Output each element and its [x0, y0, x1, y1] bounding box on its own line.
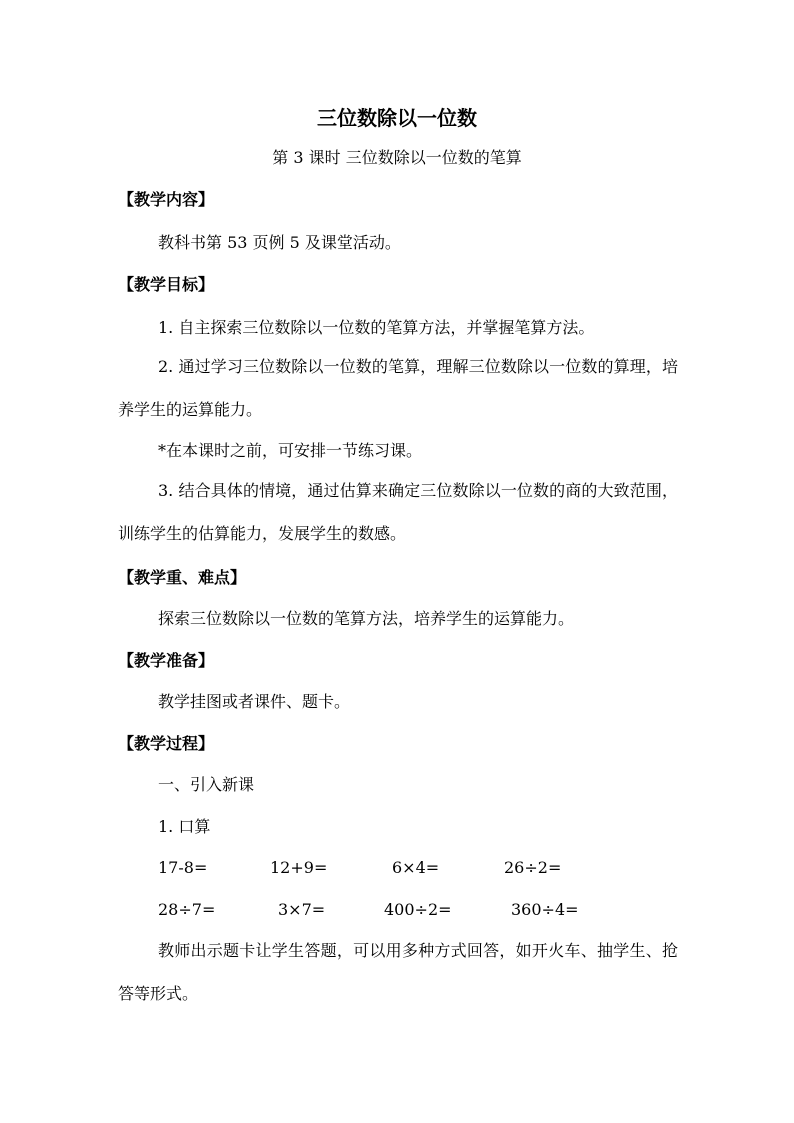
section-heading-key-points: 【教学重、难点】 — [118, 568, 247, 587]
section-heading-process: 【教学过程】 — [118, 734, 215, 753]
process-sub-1: 1. 口算 — [158, 817, 211, 836]
key-points-text: 探索三位数除以一位数的笔算方法，培养学生的运算能力。 — [158, 609, 575, 628]
objective-item-1: 1. 自主探索三位数除以一位数的笔算方法，并掌握笔算方法。 — [158, 318, 595, 337]
section-heading-preparation: 【教学准备】 — [118, 651, 215, 670]
section-heading-objectives: 【教学目标】 — [118, 275, 215, 294]
content-text: 教科书第 53 页例 5 及课堂活动。 — [158, 233, 401, 252]
preparation-text: 教学挂图或者课件、题卡。 — [158, 692, 351, 711]
section-heading-content: 【教学内容】 — [118, 190, 215, 209]
objective-note: *在本课时之前，可安排一节练习课。 — [158, 441, 423, 460]
oral-calc-item: 28÷7= — [158, 900, 216, 919]
process-instruction: 教师出示题卡让学生答题，可以用多种方式回答，如开火车、抽学生、抢答等形式。 — [118, 941, 678, 1003]
oral-calc-row-1 — [158, 856, 678, 880]
oral-calc-item: 26÷2= — [504, 858, 562, 877]
oral-calc-item: 3×7= — [278, 900, 326, 919]
objective-item-2: 2. 通过学习三位数除以一位数的笔算，理解三位数除以一位数的算理，培养学生的运算能力。 — [118, 357, 678, 419]
oral-calc-item: 17-8= — [158, 858, 208, 877]
oral-calc-item: 360÷4= — [511, 900, 579, 919]
oral-calc-item: 6×4= — [392, 858, 440, 877]
objective-item-3: 3. 结合具体的情境，通过估算来确定三位数除以一位数的商的大致范围，训练学生的估算能力，发展学生的数感。 — [118, 481, 678, 543]
oral-calc-item: 400÷2= — [384, 900, 452, 919]
document-title: 三位数除以一位数 — [317, 106, 477, 130]
lesson-subtitle: 第 3 课时 三位数除以一位数的笔算 — [272, 148, 522, 167]
process-step-1: 一、引入新课 — [158, 775, 255, 794]
oral-calc-item: 12+9= — [270, 858, 328, 877]
oral-calc-row-2 — [158, 898, 678, 922]
